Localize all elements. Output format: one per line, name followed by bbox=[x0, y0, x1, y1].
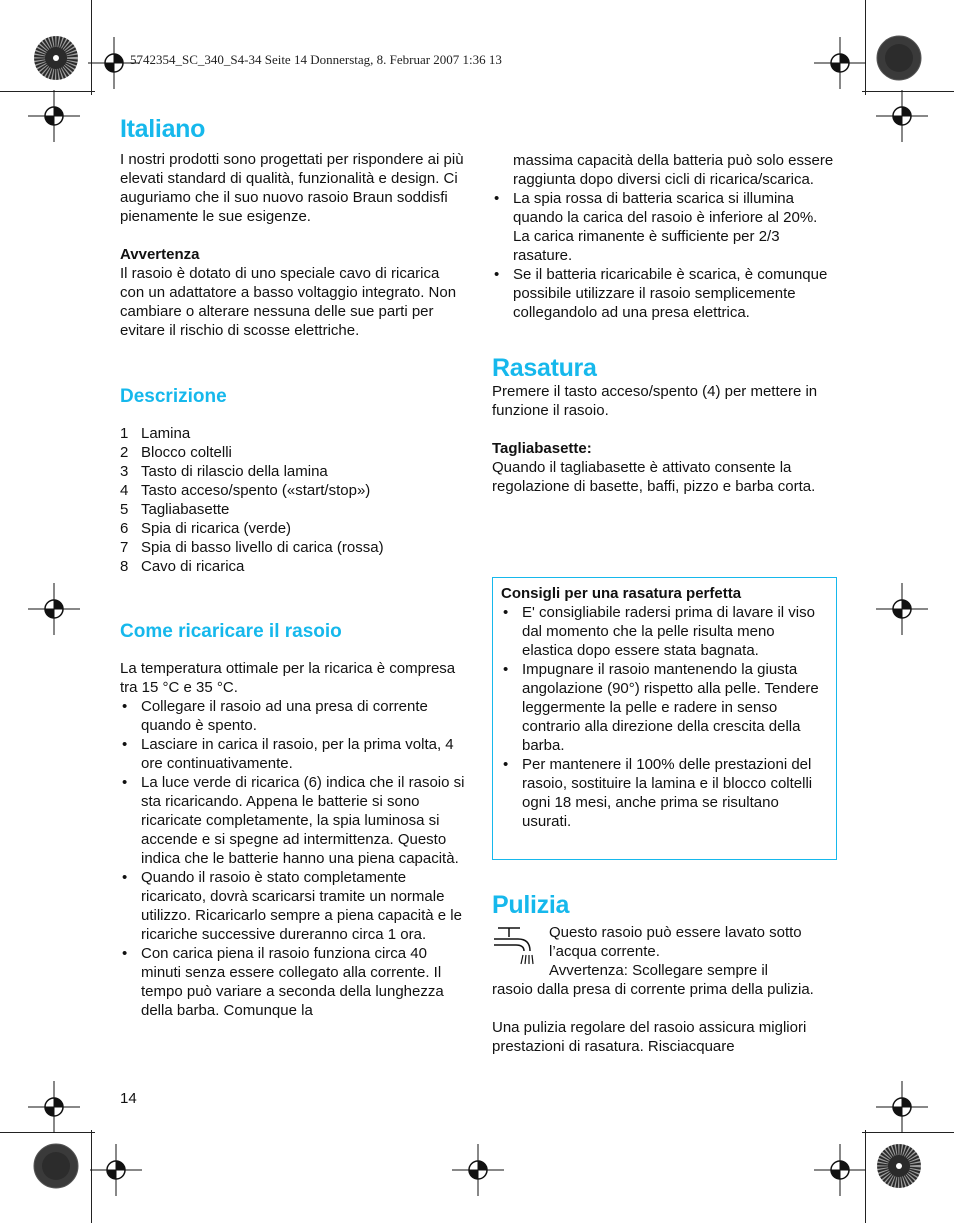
cleaning-line: Questo rasoio può essere lavato sotto bbox=[549, 924, 802, 941]
list-item: 4 Tasto acceso/spento («start/stop») bbox=[120, 482, 371, 499]
color-wheel-icon bbox=[876, 35, 922, 81]
shaving-paragraph: Premere il tasto acceso/spento (4) per mettere in funzione il rasoio. bbox=[492, 383, 818, 419]
list-item: • Con carica piena il rasoio funziona circa 40 minuti senza essere collegato alla corrente. Il tempo può variare a seconda della lunghezza della barba. Comunque la bbox=[120, 944, 465, 1020]
page-number: 14 bbox=[120, 1090, 137, 1107]
battery-list bbox=[492, 189, 837, 322]
registration-mark-icon bbox=[876, 1081, 928, 1133]
registration-mark-icon bbox=[28, 90, 80, 142]
trimmer-paragraph: Quando il tagliabasette è attivato consente la regolazione di basette, baffi, pizzo e barba corta. bbox=[492, 459, 816, 495]
list-item: • Se il batteria ricaricabile è scarica, è comunque possibile utilizzare il rasoio semplicemente collegandolo ad una presa elettrica. bbox=[492, 265, 837, 322]
continued-paragraph: massima capacità della batteria può solo essere raggiunta dopo diversi cicli di ricarica/scarica. bbox=[513, 152, 834, 188]
list-item: • E' consigliabile radersi prima di lavare il viso dal momento che la pelle risulta meno elastica dopo essere stata bagnata. bbox=[501, 603, 828, 660]
color-wheel-icon bbox=[876, 1143, 922, 1189]
list-item: • Impugnare il rasoio mantenendo la giusta angolazione (90°) rispetto alla pelle. Tendere leggermente la pelle e radere in senso contrario alla direzione della crescita della barba. bbox=[501, 660, 828, 755]
parts-list bbox=[120, 424, 465, 576]
cleaning-paragraph-2: Una pulizia regolare del rasoio assicura migliori prestazioni di rasatura. Risciacquare bbox=[492, 1019, 807, 1055]
shaving-heading: Rasatura bbox=[492, 354, 597, 382]
tips-heading: Consigli per una rasatura perfetta bbox=[501, 585, 742, 602]
registration-mark-icon bbox=[28, 583, 80, 635]
list-item: • La luce verde di ricarica (6) indica che il rasoio si sta ricaricando. Appena le batterie si sono ricaricate completamente, la spia luminosa si accende e si spegne ad intermittenza. Questo indica che le batterie hanno una piena capacità. bbox=[120, 773, 465, 868]
color-wheel-icon bbox=[33, 35, 79, 81]
charging-heading: Come ricaricare il rasoio bbox=[120, 621, 342, 642]
registration-mark-icon bbox=[814, 1144, 866, 1196]
list-item: 8 Cavo di ricarica bbox=[120, 558, 245, 575]
list-item: 7 Spia di basso livello di carica (rossa) bbox=[120, 539, 384, 556]
registration-mark-icon bbox=[814, 37, 866, 89]
color-wheel-icon bbox=[33, 1143, 79, 1189]
registration-mark-icon bbox=[90, 1144, 142, 1196]
left-column bbox=[120, 114, 465, 1020]
registration-mark-icon bbox=[876, 583, 928, 635]
charging-intro: La temperatura ottimale per la ricarica è compresa tra 15 °C e 35 °C. bbox=[120, 660, 456, 696]
tips-list bbox=[501, 603, 828, 831]
tips-box bbox=[492, 577, 837, 860]
registration-mark-icon bbox=[876, 90, 928, 142]
list-item: • La spia rossa di batteria scarica si illumina quando la carica del rasoio è inferiore al 20%. La carica rimanente è sufficiente per 2/3 rasature. bbox=[492, 189, 837, 265]
print-slug: 5742354_SC_340_S4-34 Seite 14 Donnerstag, 8. Februar 2007 1:36 13 bbox=[130, 52, 502, 67]
warning-heading: Avvertenza bbox=[120, 246, 200, 263]
list-item: • Collegare il rasoio ad una presa di corrente quando è spento. bbox=[120, 697, 465, 735]
list-item: 3 Tasto di rilascio della lamina bbox=[120, 463, 328, 480]
right-column bbox=[492, 151, 837, 496]
list-item: 6 Spia di ricarica (verde) bbox=[120, 520, 292, 537]
cleaning-line: l’acqua corrente. bbox=[549, 943, 660, 960]
cleaning-section bbox=[492, 890, 837, 1056]
registration-mark-icon bbox=[452, 1144, 504, 1196]
list-item: • Per mantenere il 100% delle prestazioni del rasoio, sostituire la lamina e il blocco coltelli ogni 18 mesi, anche prima se risultano usurati. bbox=[501, 755, 828, 831]
intro-paragraph: I nostri prodotti sono progettati per rispondere ai più elevati standard di qualità, funzionalità e design. Ci auguriamo che il suo nuovo rasoio Braun soddisfi pienamente le sue esigenze. bbox=[120, 151, 464, 225]
trimmer-heading: Tagliabasette: bbox=[492, 440, 592, 457]
cleaning-heading: Pulizia bbox=[492, 891, 570, 919]
list-item: • Quando il rasoio è stato completamente ricaricato, dovrà scaricarsi tramite un normale utilizzo. Ricaricarlo sempre a piena capacità e le ricariche successive dureranno circa 1 ora. bbox=[120, 868, 465, 944]
warning-paragraph: Il rasoio è dotato di uno speciale cavo di ricarica con un adattatore a basso voltaggio integrato. Non cambiare o alterare nessuna delle sue parti per evitare il rischio di scosse elettriche. bbox=[120, 265, 457, 339]
registration-mark-icon bbox=[28, 1081, 80, 1133]
water-tap-icon bbox=[492, 925, 534, 967]
description-heading: Descrizione bbox=[120, 386, 227, 407]
charging-list bbox=[120, 697, 465, 1020]
page-title: Italiano bbox=[120, 115, 206, 143]
list-item: 5 Tagliabasette bbox=[120, 501, 230, 518]
cleaning-line: Avvertenza: Scollegare sempre il bbox=[549, 962, 768, 979]
list-item: • Lasciare in carica il rasoio, per la prima volta, 4 ore continuativamente. bbox=[120, 735, 465, 773]
cleaning-paragraph: rasoio dalla presa di corrente prima della pulizia. bbox=[492, 981, 814, 998]
list-item: 2 Blocco coltelli bbox=[120, 444, 232, 461]
list-item: 1 Lamina bbox=[120, 425, 191, 442]
